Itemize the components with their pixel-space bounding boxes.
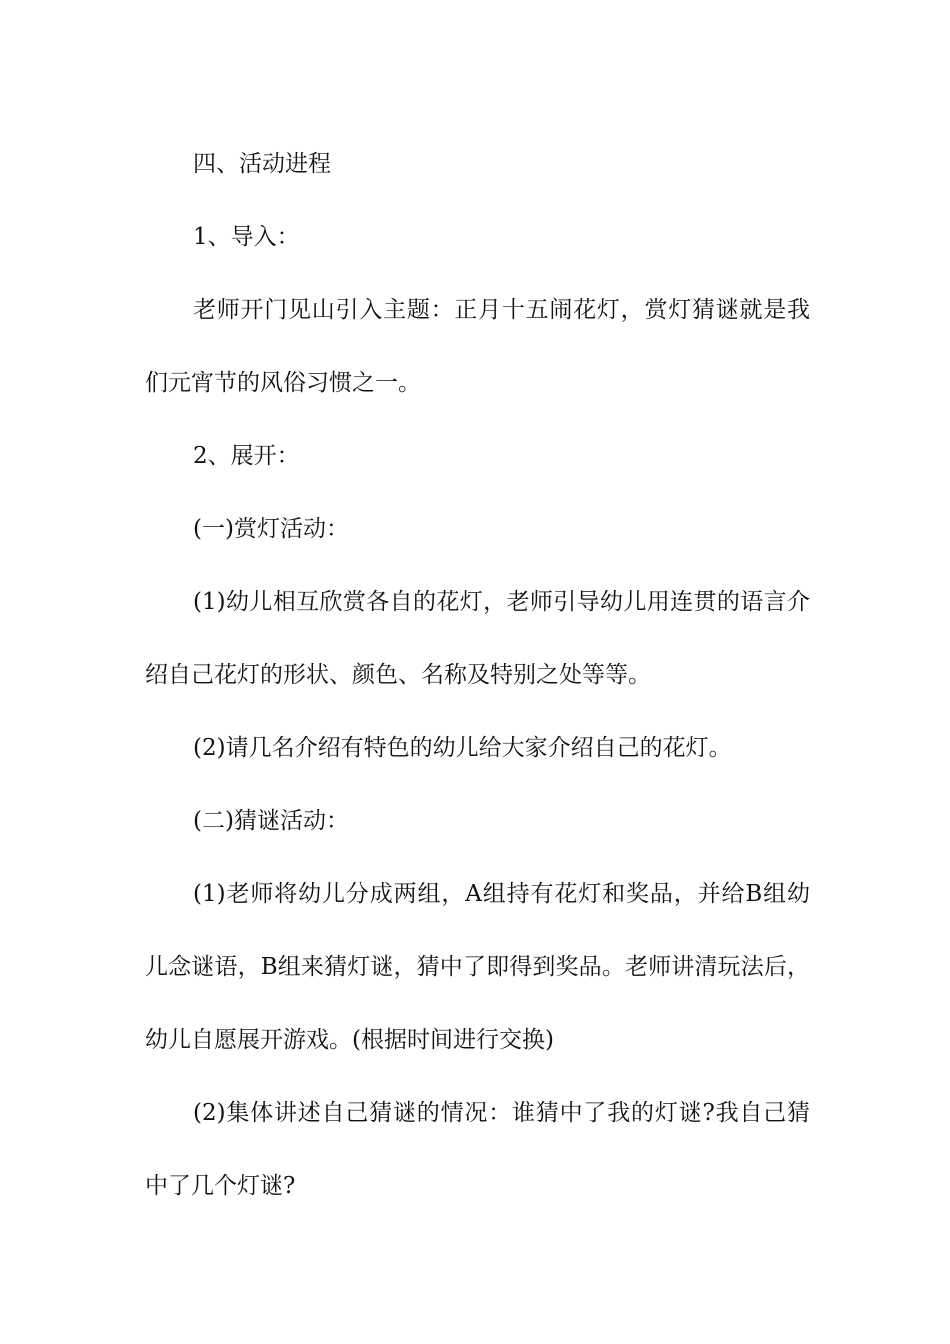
document-body — [145, 128, 810, 1223]
subsection-heading: (一)赏灯活动： — [193, 516, 349, 542]
section-heading: 四、活动进程 — [193, 151, 331, 177]
subsection-heading: 2、展开： — [193, 443, 300, 469]
subsection-heading: (二)猜谜活动： — [193, 808, 349, 834]
paragraph: (2)请几名介绍有特色的幼儿给大家介绍自己的花灯。 — [193, 735, 732, 761]
paragraph: (1)老师将幼儿分成两组，A组持有花灯和奖品，并给B组幼儿念谜语，B组来猜灯谜，猜中了即得到奖品。老师讲清玩法后，幼儿自愿展开游戏。(根据时间进行交换) — [145, 881, 810, 1053]
subsection-heading: 1、导入： — [193, 224, 300, 250]
paragraph: 老师开门见山引入主题：正月十五闹花灯，赏灯猜谜就是我们元宵节的风俗习惯之一。 — [145, 297, 810, 396]
paragraph: (1)幼儿相互欣赏各自的花灯，老师引导幼儿用连贯的语言介绍自己花灯的形状、颜色、名称及特别之处等等。 — [145, 589, 810, 688]
paragraph: (2)集体讲述自己猜谜的情况：谁猜中了我的灯谜?我自己猜中了几个灯谜? — [145, 1100, 810, 1199]
